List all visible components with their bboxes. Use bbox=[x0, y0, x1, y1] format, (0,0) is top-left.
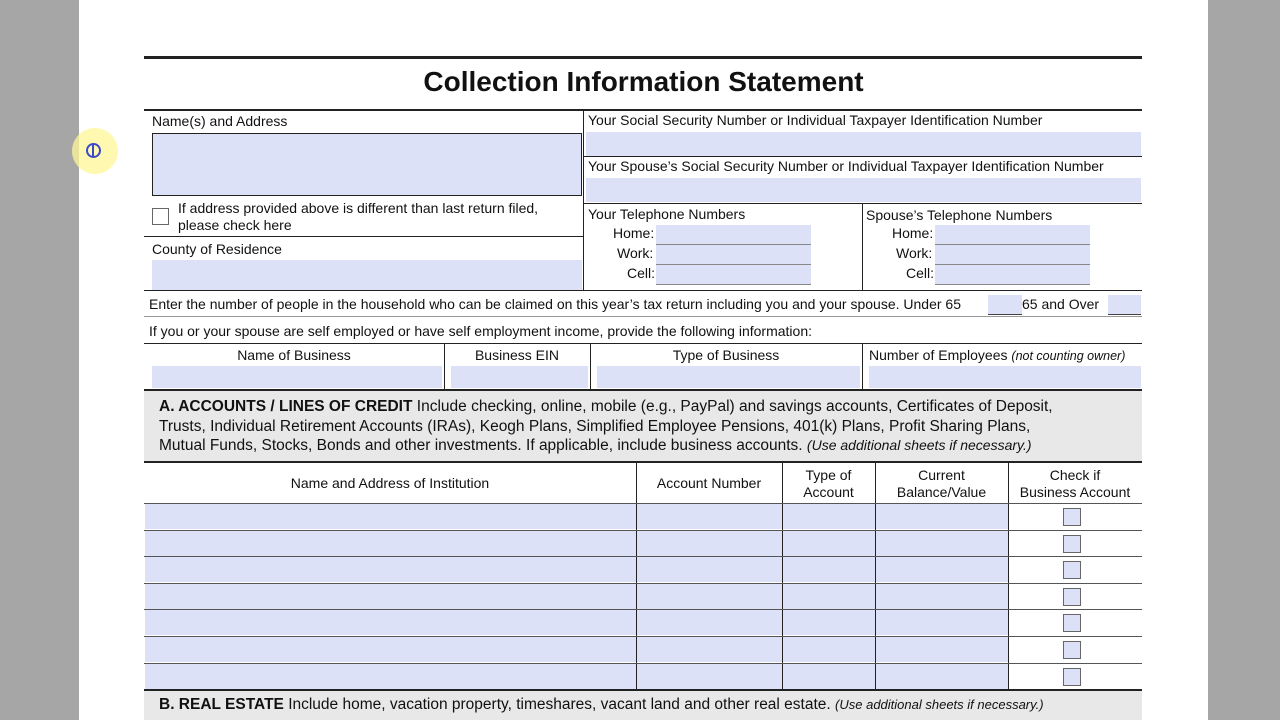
business-account-checkbox[interactable] bbox=[1063, 588, 1081, 606]
account-type-header-line1: Type of bbox=[805, 467, 852, 483]
ssn-label: Your Social Security Number or Individual Taxpayer Identification Number bbox=[588, 112, 1043, 128]
account-number-cell[interactable] bbox=[637, 557, 782, 582]
title-rule bbox=[144, 109, 1142, 111]
institution-cell[interactable] bbox=[145, 557, 636, 582]
under-65-field[interactable] bbox=[988, 295, 1022, 315]
phone-divider bbox=[862, 203, 863, 291]
institution-header: Name and Address of Institution bbox=[290, 475, 490, 491]
business-divider-3 bbox=[862, 343, 863, 389]
section-a-line1: Include checking, online, mobile (e.g., PayPal) and savings accounts, Certificates of Deposit, bbox=[416, 398, 1053, 415]
county-field[interactable] bbox=[152, 260, 582, 290]
business-name-header: Name of Business bbox=[237, 347, 351, 363]
employees-header bbox=[869, 347, 1125, 363]
business-header-rule bbox=[144, 343, 1142, 344]
account-type-header-line2: Account bbox=[803, 484, 854, 500]
section-a-note: (Use additional sheets if necessary.) bbox=[806, 437, 1032, 453]
balance-cell[interactable] bbox=[876, 664, 1008, 689]
account-type-cell[interactable] bbox=[783, 557, 875, 582]
employees-header-note: (not counting owner) bbox=[1011, 349, 1126, 363]
your-home-field[interactable] bbox=[656, 225, 811, 245]
spouse-cell-label: Cell: bbox=[906, 265, 935, 281]
your-work-label: Work: bbox=[617, 245, 654, 261]
account-type-cell[interactable] bbox=[783, 504, 875, 529]
spouse-ssn-field[interactable] bbox=[586, 178, 1141, 202]
institution-cell[interactable] bbox=[145, 584, 636, 609]
spouse-phone-label: Spouse’s Telephone Numbers bbox=[866, 207, 1053, 223]
ssn-rule bbox=[583, 156, 1142, 157]
business-type-header: Type of Business bbox=[672, 347, 780, 363]
business-name-field[interactable] bbox=[152, 366, 442, 388]
form-page bbox=[79, 0, 1208, 720]
business-account-checkbox[interactable] bbox=[1063, 508, 1081, 526]
account-type-cell[interactable] bbox=[783, 584, 875, 609]
account-number-cell[interactable] bbox=[637, 504, 782, 529]
account-number-cell[interactable] bbox=[637, 637, 782, 662]
balance-header bbox=[875, 467, 1008, 501]
account-number-cell[interactable] bbox=[637, 584, 782, 609]
spouse-ssn-label: Your Spouse’s Social Security Number or Individual Taxpayer Identification Number bbox=[588, 158, 1104, 174]
section-b-note: (Use additional sheets if necessary.) bbox=[835, 697, 1044, 712]
spouse-home-label: Home: bbox=[892, 225, 934, 241]
ssn-field[interactable] bbox=[586, 132, 1141, 156]
business-account-header-line1: Check if bbox=[1049, 467, 1101, 483]
text-cursor-icon bbox=[92, 145, 94, 157]
form-title: Collection Information Statement bbox=[423, 66, 864, 97]
account-number-cell[interactable] bbox=[637, 664, 782, 689]
your-cell-field[interactable] bbox=[656, 265, 811, 285]
spouse-home-field[interactable] bbox=[935, 225, 1090, 245]
account-type-cell[interactable] bbox=[783, 610, 875, 635]
balance-header-line1: Current bbox=[918, 467, 965, 483]
balance-cell[interactable] bbox=[876, 557, 1008, 582]
account-number-cell[interactable] bbox=[637, 531, 782, 556]
names-address-field[interactable] bbox=[152, 133, 582, 196]
institution-cell[interactable] bbox=[145, 637, 636, 662]
section-a-rule bbox=[144, 461, 1142, 463]
account-type-cell[interactable] bbox=[783, 531, 875, 556]
balance-header-line2: Balance/Value bbox=[896, 484, 987, 500]
balance-cell[interactable] bbox=[876, 531, 1008, 556]
balance-cell[interactable] bbox=[876, 504, 1008, 529]
account-type-header bbox=[782, 467, 875, 501]
household-rule bbox=[144, 316, 1142, 317]
different-address-label-line1: If address provided above is different than last return filed, bbox=[178, 200, 539, 216]
balance-cell[interactable] bbox=[876, 610, 1008, 635]
employees-header-label: Number of Employees bbox=[869, 347, 1008, 363]
names-address-label: Name(s) and Address bbox=[152, 113, 288, 129]
section-b-heading: B. REAL ESTATE bbox=[159, 696, 284, 713]
account-type-cell[interactable] bbox=[783, 664, 875, 689]
business-ein-header: Business EIN bbox=[474, 347, 560, 363]
account-number-header: Account Number bbox=[656, 475, 762, 491]
section-a-line2: Trusts, Individual Retirement Accounts (IRAs), Keogh Plans, Simplified Employee Pensions, 401(k) Plans, Profit Sharing Plans, bbox=[159, 417, 1031, 435]
spouse-cell-field[interactable] bbox=[935, 265, 1090, 285]
business-account-header bbox=[1008, 467, 1142, 501]
header-divider bbox=[583, 111, 584, 291]
business-account-header-line2: Business Account bbox=[1019, 484, 1131, 500]
county-label: County of Residence bbox=[152, 241, 282, 257]
your-phone-label: Your Telephone Numbers bbox=[588, 206, 746, 222]
header-bottom-rule bbox=[144, 290, 1142, 291]
household-text: Enter the number of people in the household who can be claimed on this year’s tax return including you and your spouse. Under 65 bbox=[149, 296, 961, 312]
business-account-checkbox[interactable] bbox=[1063, 561, 1081, 579]
top-rule bbox=[144, 56, 1142, 59]
spouse-work-field[interactable] bbox=[935, 245, 1090, 265]
business-account-checkbox[interactable] bbox=[1063, 668, 1081, 686]
different-address-label-line2: please check here bbox=[178, 217, 292, 233]
county-top-rule bbox=[144, 236, 583, 237]
business-account-checkbox[interactable] bbox=[1063, 535, 1081, 553]
spouse-work-label: Work: bbox=[896, 245, 933, 261]
self-employed-text: If you or your spouse are self employed or have self employment income, provide the following information: bbox=[149, 323, 813, 339]
institution-cell[interactable] bbox=[145, 664, 636, 689]
your-work-field[interactable] bbox=[656, 245, 811, 265]
section-a-line3: Mutual Funds, Stocks, Bonds and other investments. If applicable, include business accounts. bbox=[159, 437, 803, 454]
over-65-field[interactable] bbox=[1108, 295, 1141, 315]
section-b-banner bbox=[144, 691, 1142, 720]
institution-cell[interactable] bbox=[145, 504, 636, 529]
your-home-label: Home: bbox=[613, 225, 655, 241]
institution-cell[interactable] bbox=[145, 531, 636, 556]
business-account-checkbox[interactable] bbox=[1063, 614, 1081, 632]
institution-cell[interactable] bbox=[145, 610, 636, 635]
balance-cell[interactable] bbox=[876, 637, 1008, 662]
different-address-checkbox[interactable] bbox=[152, 208, 169, 225]
business-account-checkbox[interactable] bbox=[1063, 641, 1081, 659]
account-type-cell[interactable] bbox=[783, 637, 875, 662]
section-b-text: Include home, vacation property, timeshares, vacant land and other real estate. bbox=[288, 696, 831, 713]
section-a-banner bbox=[144, 391, 1142, 461]
over-65-label: 65 and Over bbox=[1022, 296, 1100, 312]
business-ein-field[interactable] bbox=[451, 366, 588, 388]
employees-field[interactable] bbox=[869, 366, 1141, 388]
business-type-field[interactable] bbox=[597, 366, 860, 388]
your-cell-label: Cell: bbox=[627, 265, 656, 281]
account-number-cell[interactable] bbox=[637, 610, 782, 635]
balance-cell[interactable] bbox=[876, 584, 1008, 609]
section-a-heading: A. ACCOUNTS / LINES OF CREDIT bbox=[159, 398, 413, 415]
